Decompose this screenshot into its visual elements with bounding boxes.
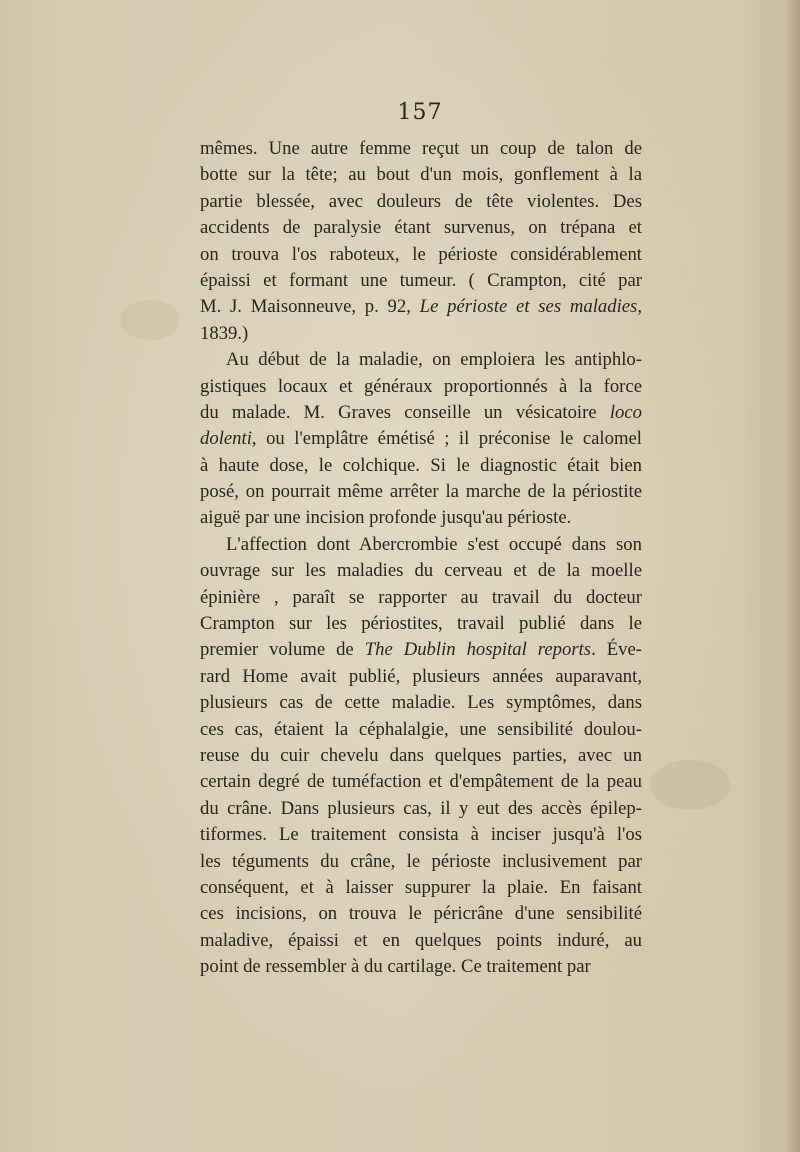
text-line [200,505,642,531]
text-line [200,162,642,188]
text-run: à haute dose, le colchique. Si le diagnostic était bien [200,454,642,476]
text-run: gistiques locaux et généraux proportionnés à la force [200,375,642,397]
text-run: M. J. Maisonneuve, p. 92, [200,296,420,318]
text-line [200,717,642,743]
body-text [200,136,642,981]
text-line [200,189,642,215]
text-line [200,321,642,347]
text-run: ces cas, étaient la céphalalgie, une sensibilité doulou- [200,718,642,740]
text-line [200,215,642,241]
text-line [200,849,642,875]
text-run: aiguë par une incision profonde jusqu'au périoste. [200,507,572,529]
text-run: posé, on pourrait même arrêter la marche de la périostite [200,481,642,503]
text-run: rard Home avait publié, plusieurs années auparavant, [200,665,642,687]
text-run: Crampton sur les périostites, travail publié dans le [200,613,642,635]
text-run: mêmes. Une autre femme reçut un coup de talon de [200,138,642,159]
text-run: du malade. M. Graves conseille un vésicatoire [200,401,610,423]
text-line [200,954,642,980]
text-line [200,347,642,373]
text-run: ces incisions, on trouva le péricrâne d'une sensibilité [200,903,642,925]
italic-text: dolenti [200,428,252,450]
text-run: maladive, épaissi et en quelques points induré, au [200,929,642,951]
text-line [200,242,642,268]
text-line [200,268,642,294]
text-line [200,294,642,320]
text-run: épinière , paraît se rapporter au travail du docteur [200,586,642,608]
text-run: point de ressembler à du cartilage. Ce traitement par [200,956,591,978]
paragraph [200,136,642,347]
text-line [200,928,642,954]
text-line [200,664,642,690]
text-run: on trouva l'os raboteux, le périoste considérablement [200,243,642,265]
text-run: . Éve- [591,639,642,661]
text-line [200,769,642,795]
text-line [200,822,642,848]
page-number: 157 [397,100,443,125]
italic-text: Le périoste et ses maladies [419,296,638,318]
text-line [200,875,642,901]
text-line [200,796,642,822]
paragraph [200,347,642,532]
text-run: tiformes. Le traitement consista à inciser jusqu'à l'os [200,824,642,846]
text-line [200,400,642,426]
text-run: conséquent, et à laisser suppurer la plaie. En faisant [200,876,642,898]
text-line [200,901,642,927]
text-line [200,374,642,400]
italic-text: loco [609,401,642,423]
text-line [200,637,642,663]
italic-text: The Dublin hospital reports [364,639,592,661]
text-run: épaissi et formant une tumeur. ( Crampton, cité par [200,269,642,291]
text-line [200,479,642,505]
text-line [200,611,642,637]
text-line [200,532,642,558]
text-run: L'affection dont Abercrombie s'est occupé dans son [226,533,642,555]
text-run: reuse du cuir chevelu dans quelques parties, avec un [200,744,642,766]
text-run: , ou l'emplâtre émétisé ; il préconise le calomel [251,428,642,450]
text-run: du crâne. Dans plusieurs cas, il y eut des accès épilep- [200,797,642,819]
text-line [200,585,642,611]
text-run: partie blessée, avec douleurs de tête violentes. Des [200,190,642,212]
text-line [200,426,642,452]
text-line [200,690,642,716]
text-run: accidents de paralysie étant survenus, on trépana et [200,217,642,239]
paper-stain [120,300,180,340]
text-line [200,558,642,584]
paragraph [200,532,642,981]
text-run: les téguments du crâne, le périoste inclusivement par [200,850,642,872]
text-line [200,136,642,162]
text-run: , [637,296,642,318]
text-line [200,743,642,769]
text-run: premier volume de [200,639,365,661]
text-run: botte sur la tête; au bout d'un mois, gonflement à la [200,164,642,186]
page-edge-shadow [786,0,800,1152]
text-run: Au début de la maladie, on emploiera les antiphlo- [226,349,642,371]
paper-stain [650,760,730,810]
text-run: certain degré de tuméfaction et d'empâtement de la peau [200,771,642,793]
text-run: ouvrage sur les maladies du cerveau et de la moelle [200,560,642,582]
text-run: 1839.) [200,322,249,344]
text-line [200,453,642,479]
text-run: plusieurs cas de cette maladie. Les symptômes, dans [200,692,642,714]
